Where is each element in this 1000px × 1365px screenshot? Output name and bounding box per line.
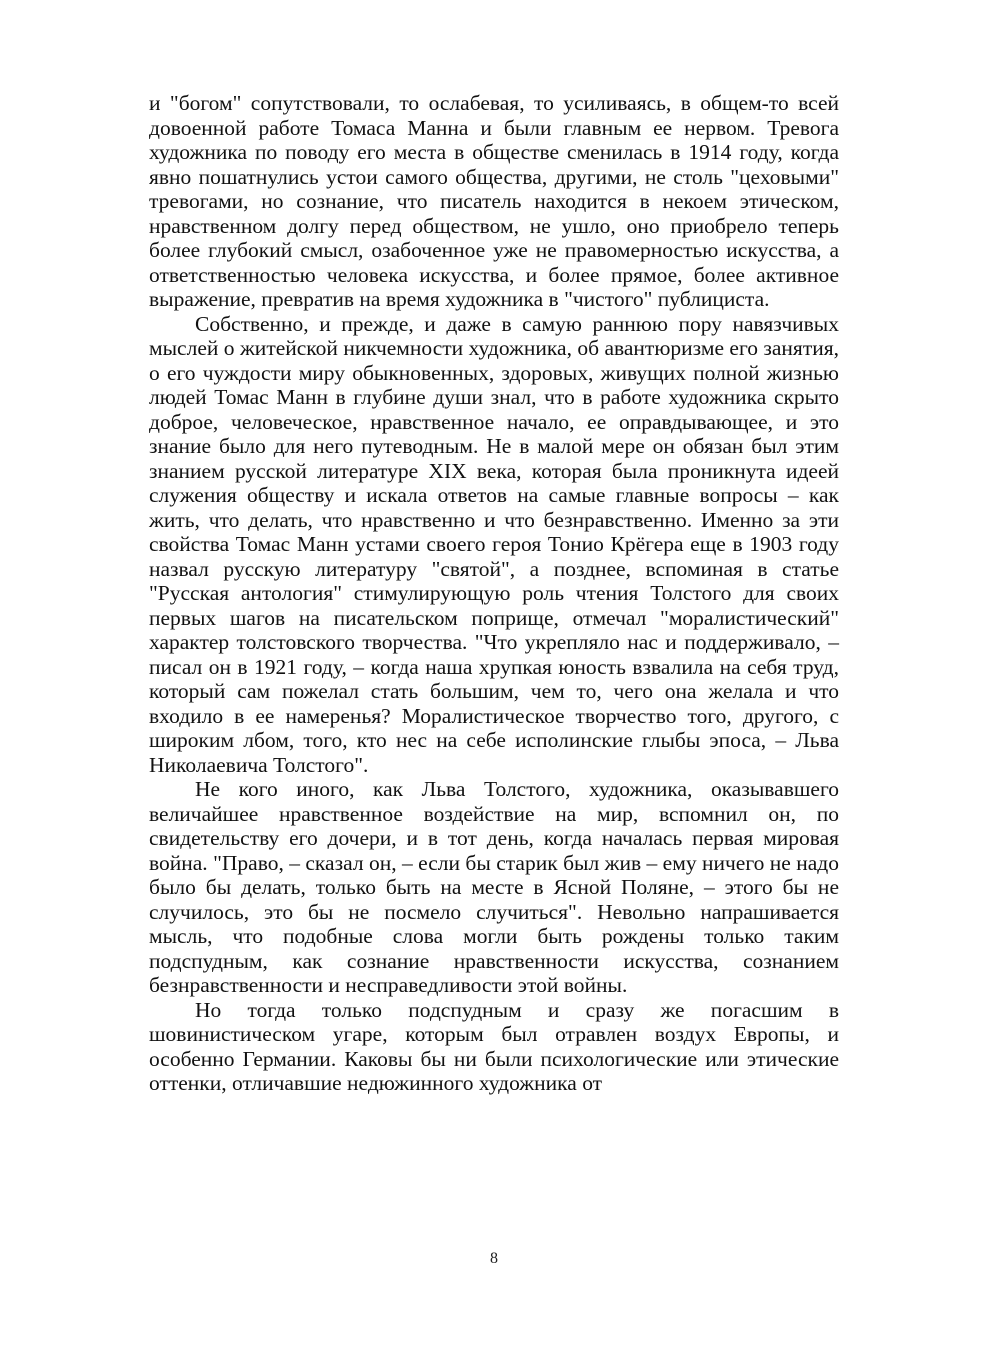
page-number: 8 [490, 1250, 498, 1267]
body-text [149, 91, 839, 1096]
paragraph-1: и "богом" сопутствовали, то ослабевая, то усиливаясь, в общем-то всей довоенной работе Томаса Манна и были главным ее нервом. Тревога художника по поводу его места в обществе сменилась в 1914 году, когда явно пошатнулись устои самого общества, другими, не столь "цеховыми" тревогами, но сознание, что писатель находится в некоем этическом, нравственном долгу перед обществом, не ушло, оно приобрело теперь более глубокий смысл, озабоченное уже не правомерностью искусства, а ответственностью человека искусства, и более прямое, более активное выражение, превратив на время художника в "чистого" публициста. [149, 91, 839, 311]
paragraph-3: Не кого иного, как Льва Толстого, художника, оказывавшего величайшее нравственное воздействие на мир, вспомнил он, по свидетельству его дочери, и в тот день, когда началась первая мировая война. "Право, – сказал он, – если бы старик был жив – ему ничего не надо было бы делать, только быть на месте в Ясной Поляне, – этого бы не случилось, это бы не посмело случиться". Невольно напрашивается мысль, что подобные слова могли быть рождены только таким подспудным, как сознание нравственности искусства, сознанием безнравственности и несправедливости этой войны. [149, 777, 839, 997]
paragraph-2: Собственно, и прежде, и даже в самую раннюю пору навязчивых мыслей о житейской никчемности художника, об авантюризме его занятия, о его чуждости миру обыкновенных, здоровых, живущих полной жизнью людей Томас Манн в глубине души знал, что в работе художника скрыто доброе, человеческое, нравственное начало, ее оправдывающее, и это знание было для него путеводным. Не в малой мере он обязан был этим знанием русской литературе XIX века, которая была проникнута идеей служения обществу и искала ответов на самые главные вопросы – как жить, что делать, что нравственно и что безнравственно. Именно за эти свойства Томас Манн устами своего героя Тонио Крёгера еще в 1903 году назвал русскую литературу "святой", а позднее, вспоминая в статье "Русская антология" стимулирующую роль чтения Толстого для своих первых шагов на писательском поприще, отмечал "моралистический" характер толстовского творчества. "Что укрепляло нас и поддерживало, – писал он в 1921 году, – когда наша хрупкая юность взвалила на себя труд, который сам пожелал стать большим, чем то, чего она желала и что входило в ее намеренья? Моралистическое творчество того, другого, с широким лбом, того, кто нес на себе исполинские глыбы эпоса, – Льва Николаевича Толстого". [149, 311, 839, 777]
paragraph-4: Но тогда только подспудным и сразу же погасшим в шовинистическом угаре, которым был отравлен воздух Европы, и особенно Германии. Каковы бы ни были психологические или этические оттенки, отличавшие недюжинного художника от [149, 997, 839, 1095]
